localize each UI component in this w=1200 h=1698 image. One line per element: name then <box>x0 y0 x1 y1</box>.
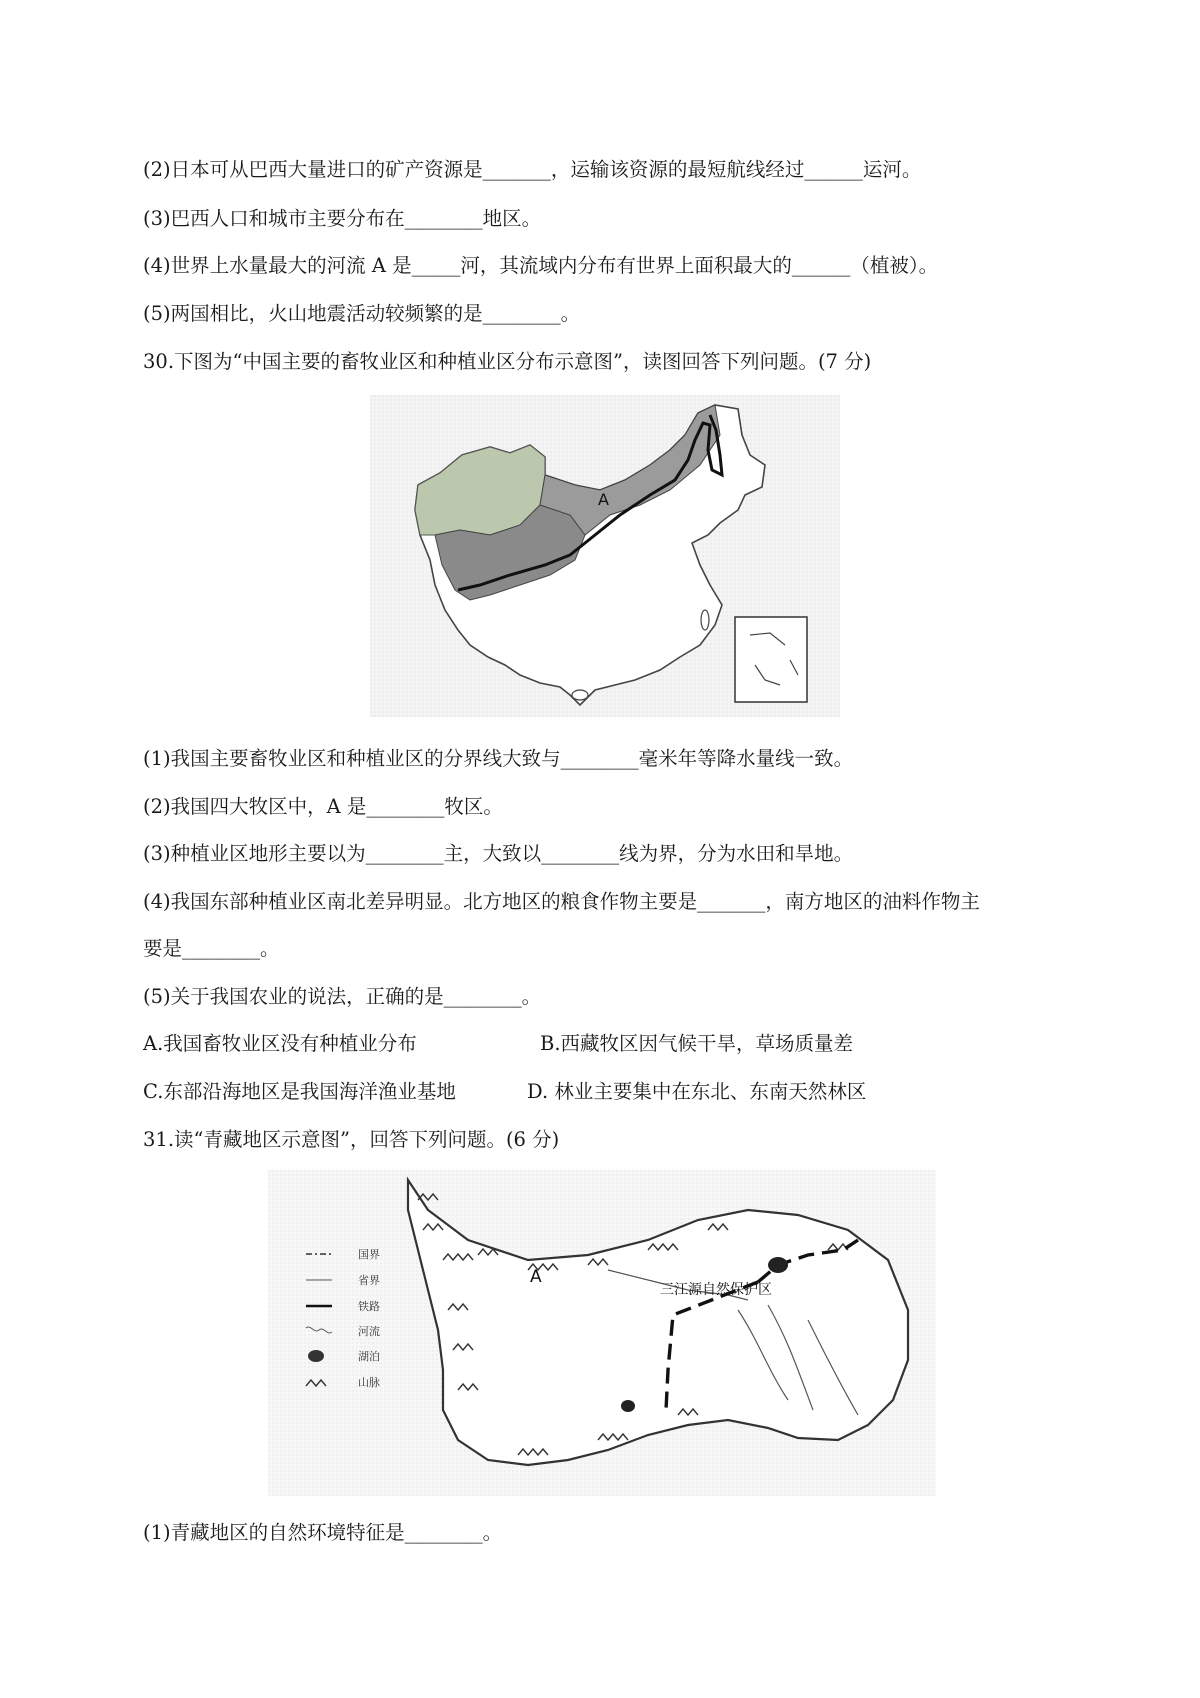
q30-option-d: D. 林业主要集中在东北、东南天然林区 <box>527 1080 867 1103</box>
q29-4-text: (4)世界上水量最大的河流 A 是_____河，其流域内分布有世界上面积最大的______（植被）。 <box>143 254 939 277</box>
reserve-label: 三江源自然保护区 <box>660 1282 772 1298</box>
q30-title: 30.下图为“中国主要的畜牧业区和种植业区分布示意图”，读图回答下列问题。(7 分) <box>143 350 872 373</box>
q29-5-text: (5)两国相比，火山地震活动较频繁的是________。 <box>143 302 581 325</box>
map2-label-a: A <box>530 1267 542 1287</box>
legend-provincial-border: 省界 <box>358 1274 380 1287</box>
q30-2-text: (2)我国四大牧区中，A 是________牧区。 <box>143 795 503 818</box>
q29-2-text: (2)日本可从巴西大量进口的矿产资源是_______，运输该资源的最短航线经过______运河。 <box>143 158 922 181</box>
legend-lake: 湖泊 <box>358 1350 380 1363</box>
china-agriculture-map <box>370 395 840 717</box>
legend-railway: 铁路 <box>358 1300 380 1313</box>
q30-5-text: (5)关于我国农业的说法，正确的是________。 <box>143 985 542 1008</box>
legend-national-border: 国界 <box>358 1248 380 1261</box>
q30-4b-text: 要是________。 <box>143 937 280 960</box>
legend-mountain: 山脉 <box>358 1376 380 1389</box>
q30-option-b: B.西藏牧区因气候干旱，草场质量差 <box>540 1032 854 1055</box>
qinghai-tibet-map <box>268 1170 936 1496</box>
legend-river: 河流 <box>358 1325 380 1338</box>
q30-option-c: C.东部沿海地区是我国海洋渔业基地 <box>143 1080 456 1103</box>
q30-1-text: (1)我国主要畜牧业区和种植业区的分界线大致与________毫米年等降水量线一致。 <box>143 747 854 770</box>
q30-4a-text: (4)我国东部种植业区南北差异明显。北方地区的粮食作物主要是_______，南方地区的油料作物主 <box>143 890 980 913</box>
q31-1-text: (1)青藏地区的自然环境特征是________。 <box>143 1521 503 1544</box>
q30-option-a: A.我国畜牧业区没有种植业分布 <box>143 1032 417 1055</box>
q30-3-text: (3)种植业区地形主要以为________主，大致以________线为界，分为水田和旱地。 <box>143 842 854 865</box>
map1-label-a: A <box>598 490 609 509</box>
q29-3-text: (3)巴西人口和城市主要分布在________地区。 <box>143 207 542 230</box>
q31-title: 31.读“青藏地区示意图”，回答下列问题。(6 分) <box>143 1128 560 1151</box>
